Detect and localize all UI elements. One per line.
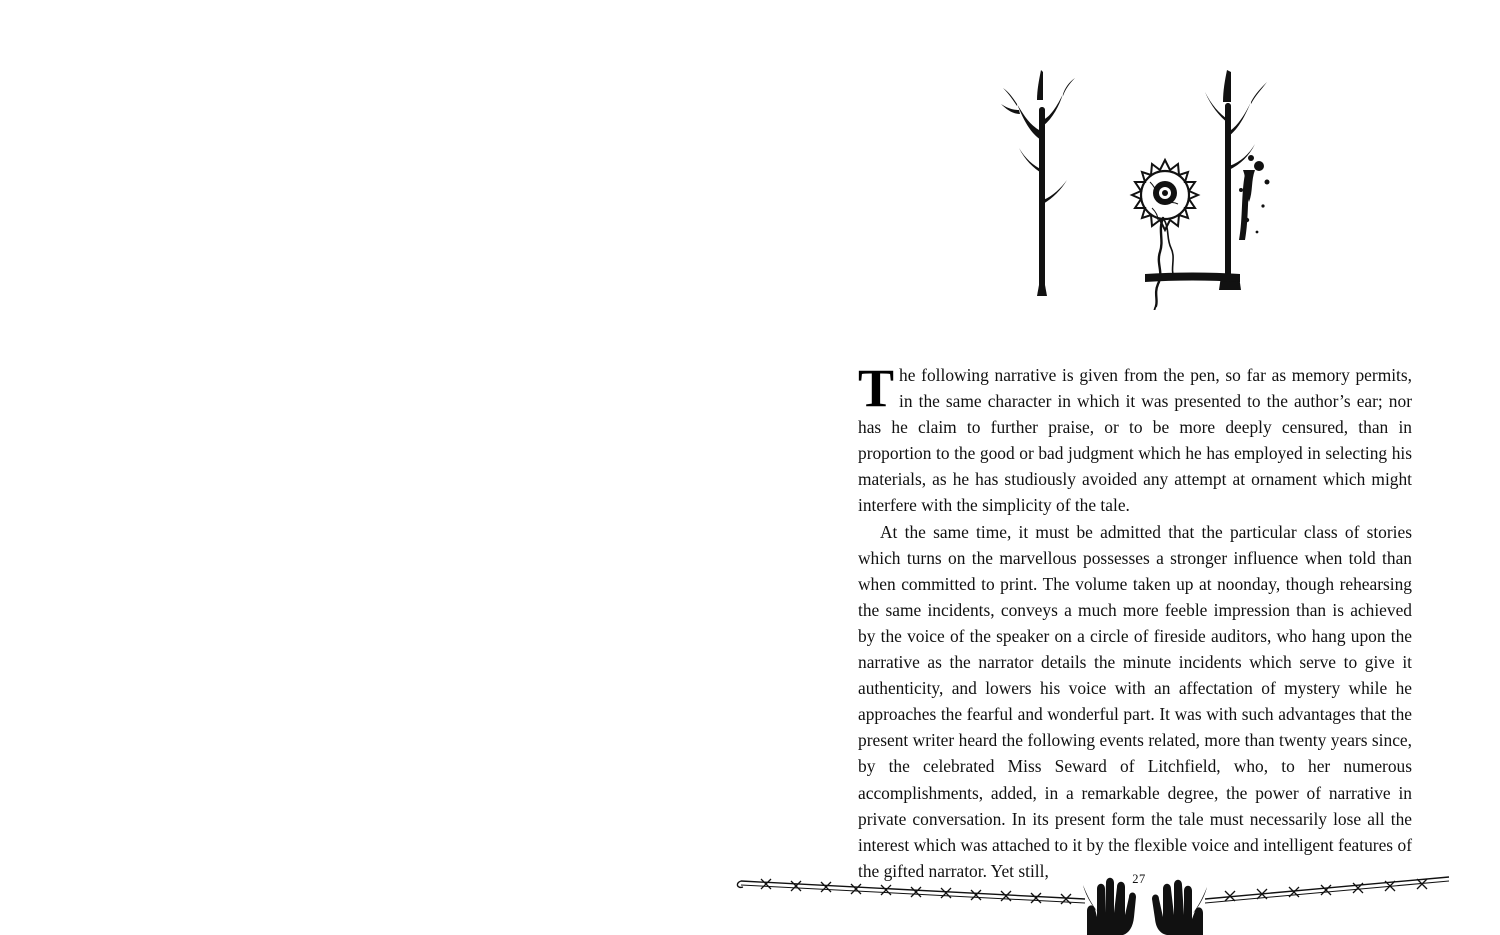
drop-cap: T	[858, 358, 895, 418]
paragraph-second: At the same time, it must be admitted that the particular class of stories which turns on the marvellous possesses a stronger influence when told than when committed to print. The volume taken up at noonday, though rehearsing the same incidents, conveys a much more feeble impression than is achieved by the voice of the speaker on a circle of fireside auditors, who hang upon the narrative as the narrator details the minute incidents which serve to give it authenticity, and lowers his voice with an affectation of mystery while he approaches the fearful and wonderful part. It was with such advantages that the present writer heard the following events related, more than twenty years since, by the celebrated Miss Seward of Litchfield, who, to her numerous accomplishments, added, in a remarkable degree, the power of narrative in private conversation. In its present form the tale must necessarily lose all the interest which was attached to it by the flexible voice and intelligent features of the gifted narrator. Yet still,	[858, 521, 1412, 881]
body-text-column	[858, 358, 1412, 884]
page-number: 27	[1132, 872, 1146, 886]
illustration-header	[995, 70, 1295, 310]
illustration-footer	[735, 855, 1455, 935]
paragraph-text: he following narrative is given from the pen, so far as memory permits, in the same character in which it was presented to the author’s ear; nor has he claim to further praise, or to be more deeply censured, than in proportion to the good or bad judgment which he has employed in selecting his materials, as he has studiously avoided any attempt at ornament which might interfere with the simplicity of the tale.	[858, 365, 1412, 516]
paragraph-first	[858, 358, 1412, 519]
